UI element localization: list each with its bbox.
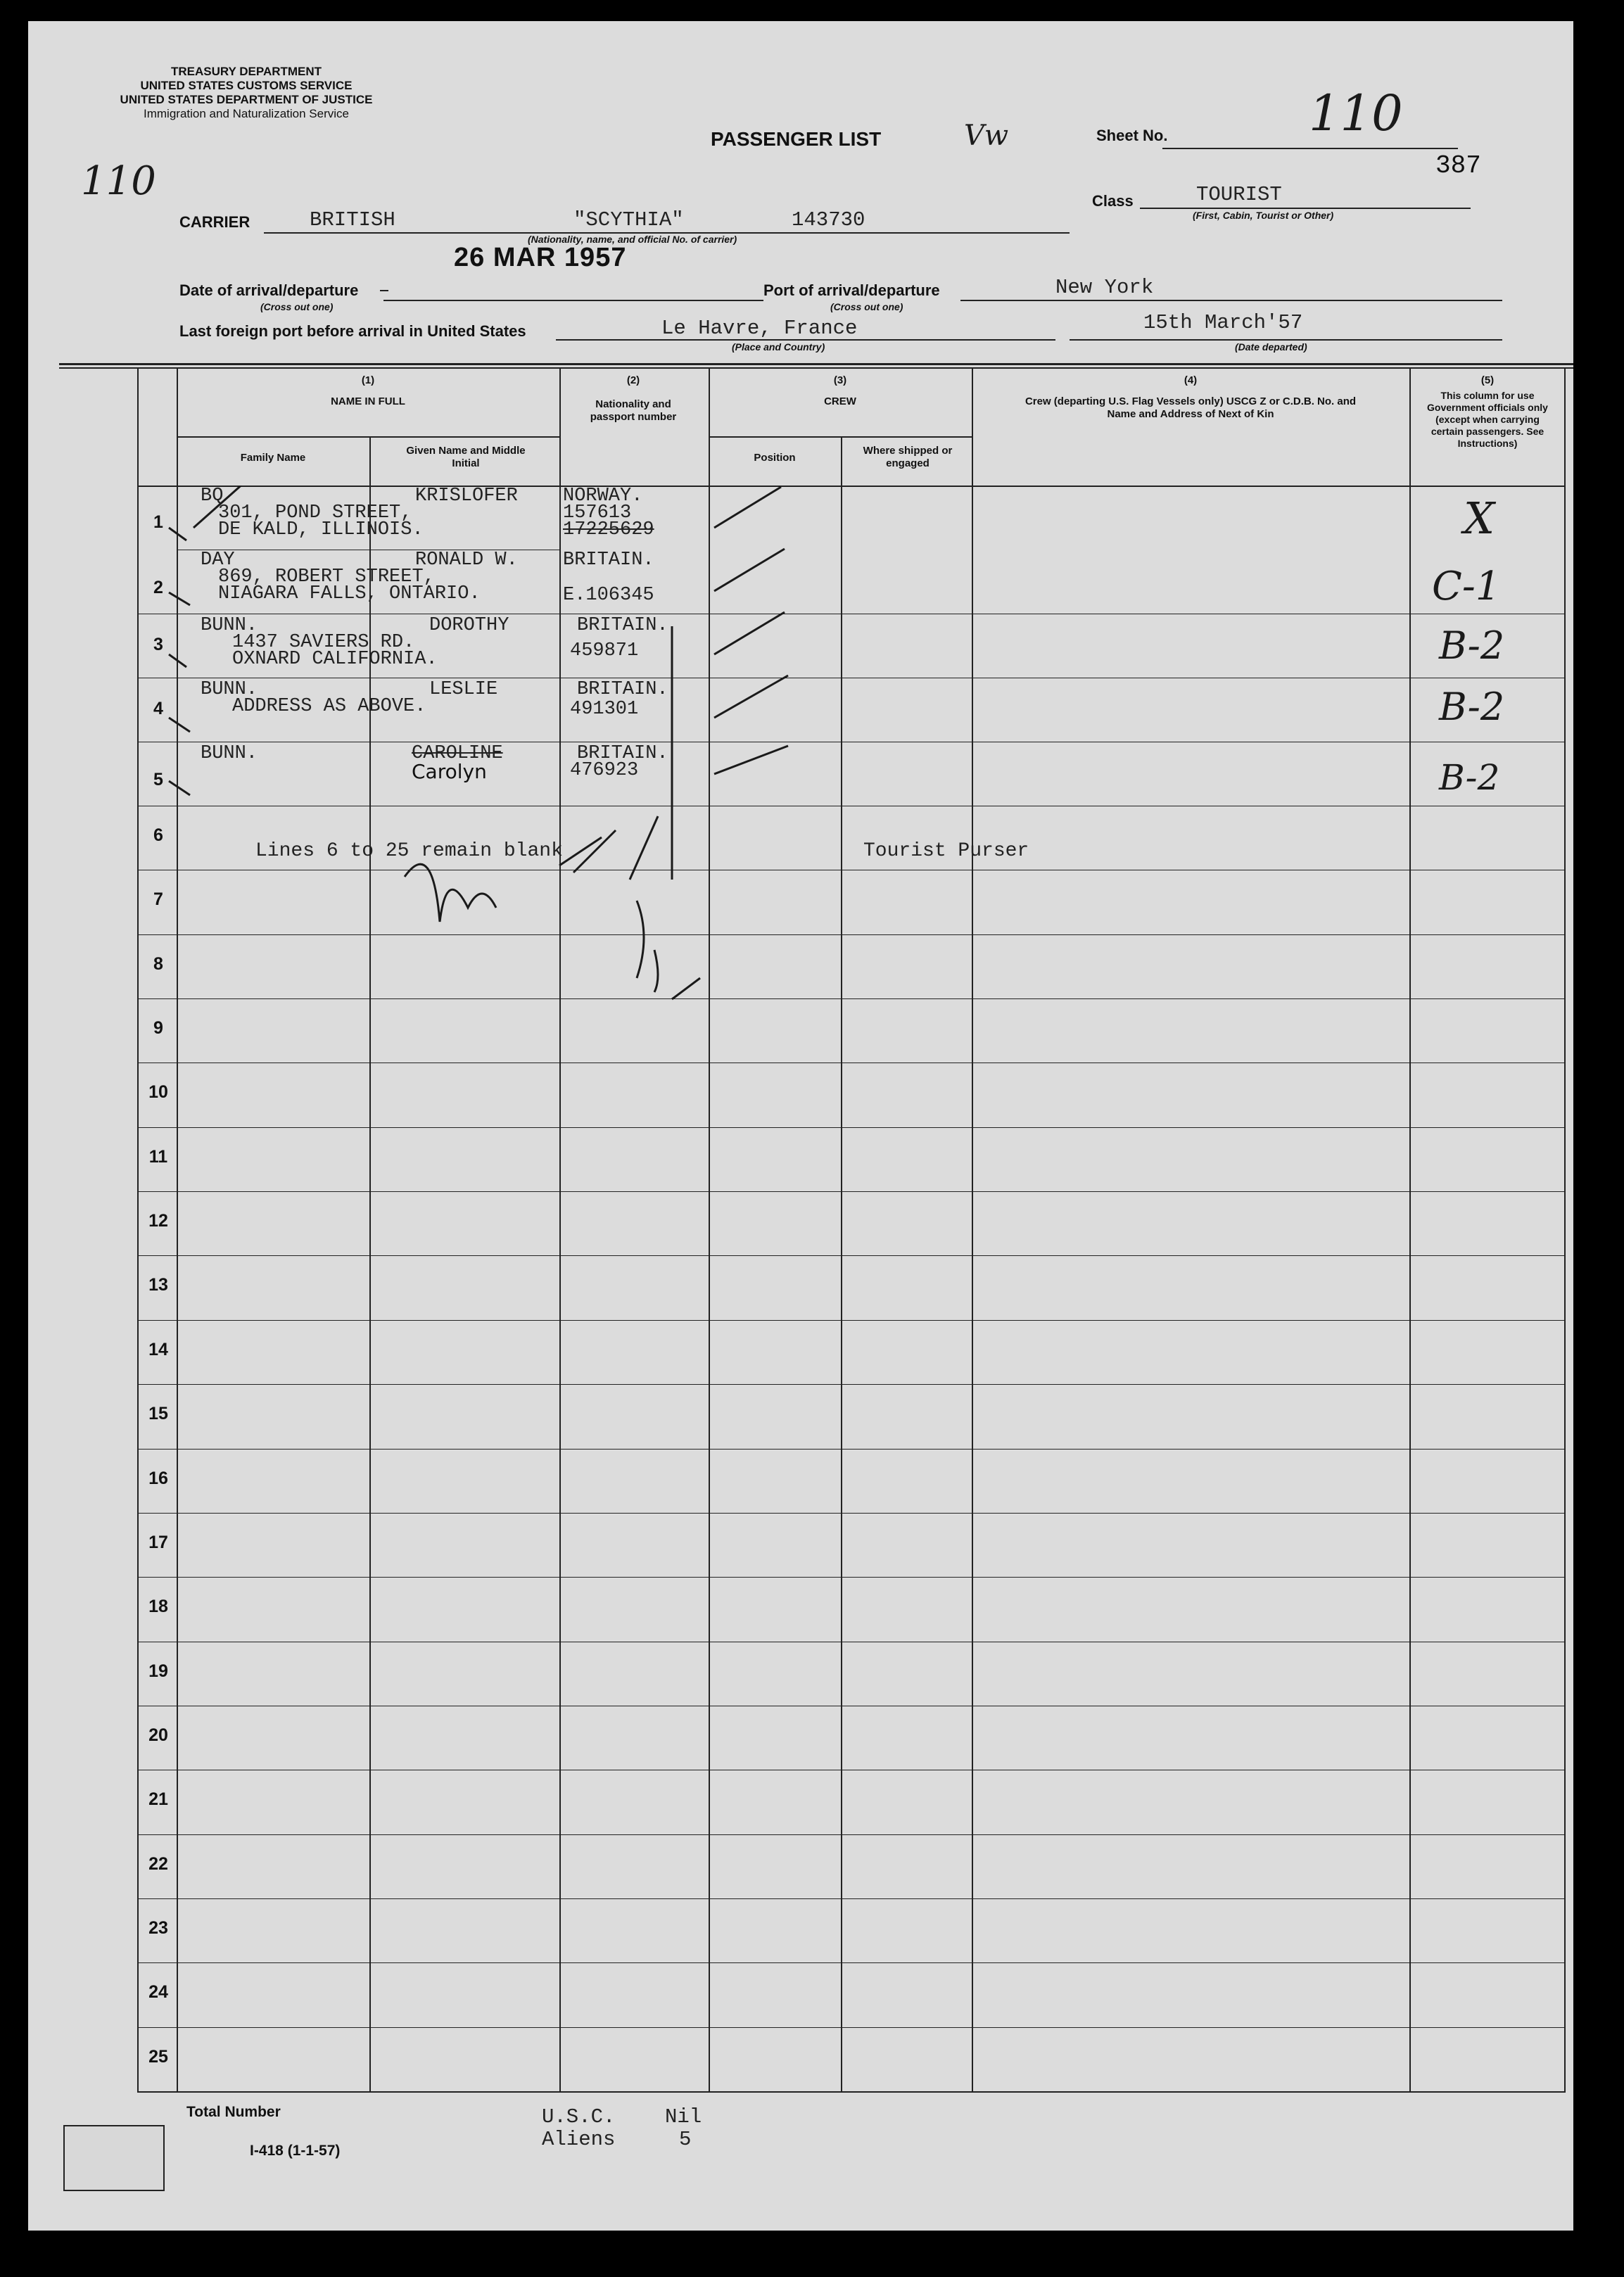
agency-line: UNITED STATES CUSTOMS SERVICE (140, 79, 353, 92)
official-code: B-2 (1439, 685, 1505, 729)
official-code: C-1 (1432, 564, 1501, 609)
row-number: 16 (148, 1468, 168, 1488)
col4-title: Crew (departing U.S. Flag Vessels only) USCG Z or C.D.B. No. and Name and Address of Next of Kin (1024, 395, 1357, 420)
handwritten-mark: Vw (964, 120, 1009, 152)
row-number: 18 (148, 1597, 168, 1617)
row-number: 23 (148, 1917, 168, 1938)
class-value: TOURIST (1196, 183, 1282, 206)
signature (405, 864, 496, 922)
family-name: BUNN. (201, 679, 258, 700)
col2-title: Nationality and passport number (590, 398, 677, 423)
passenger-table (137, 369, 1566, 2093)
row-number: 25 (148, 2046, 168, 2067)
passport-number: 459871 (570, 640, 639, 661)
page-number: 387 (1435, 151, 1481, 180)
signature (630, 816, 658, 880)
checkmark (169, 528, 186, 540)
table-bottom (137, 2091, 1566, 2093)
given-name-header: Given Name and Middle Initial (406, 445, 526, 469)
row-number: 19 (148, 1661, 168, 1681)
row-number: 24 (148, 1982, 168, 2003)
header-split (177, 436, 559, 438)
port-value: New York (1055, 276, 1154, 299)
total-number-label: Total Number (186, 2104, 281, 2120)
nationality: BRITAIN. (577, 615, 668, 636)
family-name: BUNN. (201, 743, 258, 764)
agency-line: UNITED STATES DEPARTMENT OF JUSTICE (120, 93, 373, 106)
total-number-box (63, 2125, 165, 2191)
col2-number: (2) (626, 374, 640, 386)
document-page (28, 21, 1573, 2231)
address-line: 1437 SAVIERS RD. (232, 632, 415, 653)
family-name: DAY (201, 550, 235, 571)
crew-dash (714, 746, 788, 774)
col5-title: This column for use Government officials only (except when carrying certain passengers. See Instructions) (1427, 390, 1548, 449)
signature (637, 901, 700, 999)
col5-header (1412, 374, 1563, 450)
row-number: 6 (153, 825, 163, 845)
carrier-note: (Nationality, name, and official No. of carrier) (528, 234, 737, 245)
port-cross-note: (Cross out one) (830, 301, 903, 312)
blank-lines-note: Lines 6 to 25 remain blank (255, 840, 563, 862)
place-note: (Place and Country) (732, 341, 825, 353)
nationality: BRITAIN. (577, 743, 668, 764)
purser-title: Tourist Purser (863, 840, 1029, 862)
agency-block (120, 65, 373, 121)
table-row (137, 2027, 1566, 2091)
row-number: 20 (148, 1725, 168, 1745)
nationality: BRITAIN. (563, 550, 654, 571)
address-line: ADDRESS AS ABOVE. (232, 696, 426, 717)
given-name-corrected: Carolyn (412, 760, 487, 783)
table-row (137, 1449, 1566, 1513)
date-departed-underline (1070, 339, 1502, 341)
corner-handwritten-number: 110 (81, 158, 156, 204)
passport-number: E.106345 (563, 585, 654, 606)
arrival-underline (383, 300, 763, 301)
official-code: X (1464, 493, 1495, 544)
agency-line: Immigration and Naturalization Service (144, 107, 349, 120)
table-row (137, 1962, 1566, 2027)
passport-number-struck: 17225629 (563, 519, 654, 540)
given-name: RONALD W. (415, 550, 518, 571)
row-number: 21 (148, 1789, 168, 1810)
col3-title: CREW (824, 395, 856, 407)
table-row (137, 1898, 1566, 1962)
row-number: 11 (148, 1146, 168, 1167)
col3-header (709, 374, 972, 408)
carrier-number: 143730 (792, 208, 865, 231)
checkmark (169, 781, 190, 795)
table-row (137, 1642, 1566, 1706)
class-label: Class (1092, 192, 1134, 210)
row-number: 15 (148, 1404, 168, 1424)
row-number: 2 (153, 578, 163, 597)
usc-label: U.S.C. (542, 2105, 616, 2129)
passport-number: 476923 (570, 760, 639, 781)
col4-number: (4) (1184, 374, 1198, 386)
table-row (137, 1770, 1566, 1834)
address-line: OXNARD CALIFORNIA. (232, 649, 438, 670)
date-departed-value: 15th March'57 (1143, 311, 1303, 334)
given-name: LESLIE (429, 679, 498, 700)
crew-dash (714, 676, 788, 718)
row-number: 5 (153, 770, 163, 789)
checkmark (169, 718, 190, 732)
port-underline (960, 300, 1502, 301)
port-label: Port of arrival/departure (763, 281, 940, 299)
nationality: NORWAY. (563, 486, 643, 507)
col5-number: (5) (1480, 374, 1495, 386)
sheet-underline (1162, 148, 1458, 149)
address-line: 869, ROBERT STREET, (218, 566, 435, 588)
crew-dash (714, 487, 781, 528)
passport-number: 491301 (570, 699, 639, 720)
sheet-label: Sheet No. (1096, 127, 1168, 144)
row-number: 10 (148, 1082, 168, 1103)
date-departed-note: (Date departed) (1235, 341, 1307, 353)
checkmark (169, 654, 186, 667)
row-number: 17 (148, 1532, 168, 1552)
arrival-date-label: Date of arrival/departure (179, 281, 359, 299)
col1-number: (1) (361, 374, 375, 386)
row-number: 1 (153, 512, 163, 532)
last-port-value: Le Havre, France (661, 317, 858, 340)
col3-number: (3) (833, 374, 847, 386)
family-name: BUNN. (201, 615, 258, 636)
family-name: BQ (201, 486, 224, 507)
strikeout (380, 290, 388, 291)
where-shipped-header: Where shipped or engaged (863, 445, 953, 469)
sheet-number-handwritten: 110 (1309, 84, 1403, 142)
row-number: 12 (148, 1211, 168, 1231)
carrier-name: "SCYTHIA" (573, 208, 684, 231)
given-name: KRISLOFER (415, 486, 518, 507)
nationality: BRITAIN. (577, 679, 668, 700)
row-number: 4 (153, 699, 163, 718)
date-stamp: 26 MAR 1957 (454, 243, 627, 272)
row-number: 8 (153, 953, 163, 974)
page-title: PASSENGER LIST (711, 128, 882, 150)
row-number: 22 (148, 1853, 168, 1874)
header-rule (59, 363, 1573, 365)
arrival-cross-note: (Cross out one) (260, 301, 334, 312)
aliens-label: Aliens (542, 2128, 616, 2151)
col1-title: NAME IN FULL (331, 395, 405, 407)
address-line: 301, POND STREET, (218, 502, 412, 524)
address-line: DE KALD, ILLINOIS. (218, 519, 424, 540)
carrier-nationality: BRITISH (310, 208, 395, 231)
unused (1439, 501, 1481, 556)
col1-header (177, 374, 559, 408)
carrier-label: CARRIER (179, 213, 250, 231)
given-name: DOROTHY (429, 615, 509, 636)
pen-stroke (194, 486, 320, 528)
class-underline (1140, 208, 1471, 209)
col4-header (979, 374, 1402, 421)
row-number: 7 (153, 889, 163, 910)
crew-dash (714, 612, 785, 654)
checkmark (169, 592, 190, 605)
form-id: I-418 (1-1-57) (250, 2143, 341, 2159)
row-number: 9 (153, 1018, 163, 1039)
row-number: 3 (153, 635, 163, 654)
given-name-struck: CAROLINE (412, 743, 503, 764)
official-code: B-2 (1439, 757, 1500, 798)
address-line: NIAGARA FALLS, ONTARIO. (218, 583, 481, 604)
position-header: Position (754, 452, 796, 464)
class-note: (First, Cabin, Tourist or Other) (1193, 210, 1334, 221)
crew-dash (714, 549, 785, 591)
table-row (137, 1513, 1566, 1577)
usc-value: Nil (665, 2105, 702, 2129)
row-number: 13 (148, 1275, 168, 1295)
last-port-label: Last foreign port before arrival in United States (179, 322, 526, 340)
table-row (137, 1577, 1566, 1641)
header-split (709, 436, 972, 438)
official-code: B-2 (1439, 623, 1505, 668)
table-row (137, 1834, 1566, 1898)
family-name-header: Family Name (240, 452, 306, 464)
aliens-value: 5 (679, 2128, 692, 2151)
passport-number: 157613 (563, 502, 632, 524)
table-row (137, 1706, 1566, 1770)
handwritten-marks (137, 486, 1566, 1400)
row-number: 14 (148, 1339, 168, 1359)
col2-header (566, 374, 700, 424)
agency-line: TREASURY DEPARTMENT (170, 65, 322, 78)
